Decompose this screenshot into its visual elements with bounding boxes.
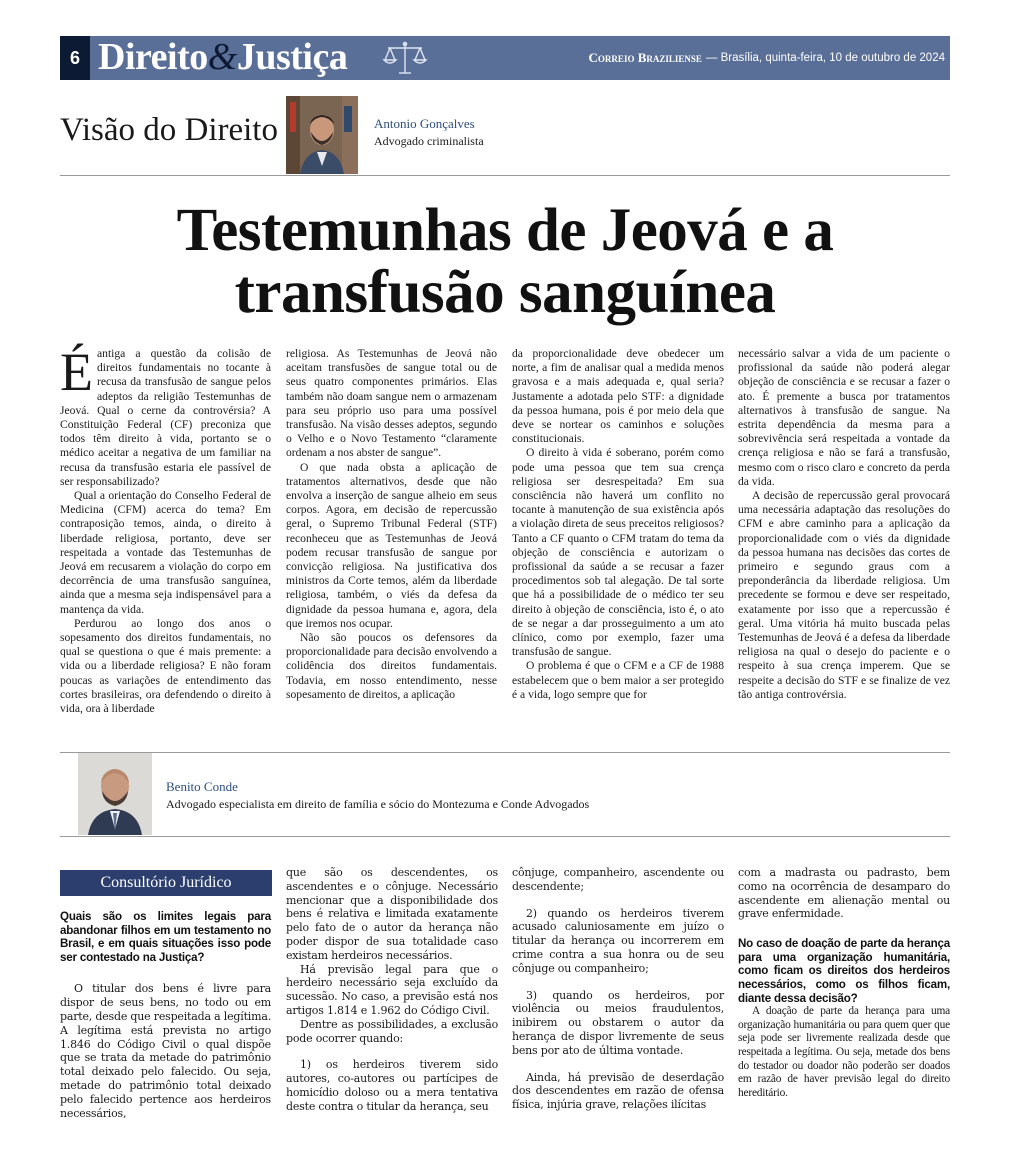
article-column-3: [512, 347, 724, 702]
consultorio-column-2: [286, 866, 498, 1114]
author-name: Antonio Gonçalves: [374, 116, 475, 131]
headline-line-2: transfusão sanguínea: [234, 259, 776, 326]
author-photo: [286, 96, 358, 174]
consultorio-top-divider: [60, 752, 950, 753]
page-number: 6: [60, 36, 90, 80]
article-headline: [60, 197, 950, 326]
article-paragraph: O direito à vida é soberano, porém como pode uma pessoa que tem sua crença religiosa ser desrespeitada? Em sua consciência não haverá um conflito no tocante à manutenção de sua existência após a violação direta de seus preceitos religiosos? Tanto a CF quanto o CFM tratam do tema da objeção de consciência e autorizam o profissional da saúde a se recusar a fazer procedimentos sob tal alegação. De tal sorte que há a possibilidade de o médico ter seu direito à objeção de consciência, isto é, o ato de se negar a dar prosseguimento a um ato clínico, como por exemplo, fazer uma transfusão de sangue.: [512, 446, 724, 659]
consultorio-bottom-divider: [60, 836, 950, 837]
section-title-ampersand: &: [207, 36, 237, 78]
article-column-1: [60, 342, 271, 716]
headline-line-1: Testemunhas de Jeová e a: [176, 197, 834, 264]
article-paragraph: Não são poucos os defensores da proporcionalidade para decisão envolvendo a colidência dos direitos fundamentais. Todavia, em nosso entendimento, nesse sopesamento de direitos, a aplicação: [286, 631, 497, 701]
article-paragraph: A decisão de repercussão geral provocará uma necessária adaptação das resoluções do CFM e abre caminho para a aplicação da proporcionalidade com o viés da dignidade da pessoa humana nas decisões das cortes de primeiro e segundo graus com a preponderância da liberdade religiosa. Um precedente se formou e deve ser respeitado, exatamente por isso que a repercussão é geral. Uma vitória há muito buscada pelas Testemunhas de Jeová é a defesa da liberdade religiosa na qual o desejo do paciente e o respeito à sua crença imperem. Que se respeite a decisão do STF e se finalize de vez tão antiga controvérsia.: [738, 489, 950, 701]
article-paragraph: Éantiga a questão da colisão de direitos fundamentais no tocante à recusa da transfusão de sangue pelos adeptos da religião Testemunhas de Jeová. Qual o cerne da controvérsia? A Constituição Federal (CF) preconiza que todos têm direito à vida, portanto se o médico aceitar a negativa de um familiar na recusa da transfusão estaria ele passível de ser responsabilizado?: [60, 342, 271, 488]
consultorio-column-3: [512, 866, 724, 1112]
consultorio-column-1: [60, 910, 271, 1120]
article-paragraph: Perdurou ao longo dos anos o sopesamento dos direitos fundamentais, no qual se questiona o que é mais premente: a vida ou a liberdade religiosa? E não foram poucas as variações de entendimento das cortes brasileiras, ora defendendo o direito à vida, ora à liberdade: [60, 616, 271, 716]
consultorio-paragraph: O titular dos bens é livre para dispor de seus bens, no todo ou em parte, desde que respeitada a legítima. A legítima está prevista no artigo 1.846 do Código Civil o qual dispõe que se trata da metade do patrimônio total deixado pelo falecido. Ou seja, metade do patrimônio total deixado pelo falecido pertence aos herdeiros necessários,: [60, 982, 271, 1120]
consultorio-question-1: Quais são os limites legais para abandonar filhos em um testamento no Brasil, e em quais situações isso pode ser contestado na Justiça?: [60, 910, 271, 964]
consultorio-column-4: [738, 866, 950, 1100]
section-title: [98, 34, 347, 80]
consultorio-paragraph: que são os descendentes, os ascendentes e o cônjuge. Necessário mencionar que a disponibilidade dos bens é relativa e limitada exatamente pelo fato de o autor da herança não poder dispor de sua totalidade caso existam herdeiros necessários.: [286, 866, 498, 962]
newspaper-name: Correio Braziliense: [588, 50, 702, 65]
consultorio-author-name: Benito Conde: [166, 779, 238, 794]
author-role: Advogado criminalista: [374, 134, 484, 148]
consultorio-paragraph: com a madrasta ou padrasto, bem como na ocorrência de desamparo do ascendente em alienação mental ou grave enfermidade.: [738, 866, 950, 921]
consultorio-title: Consultório Jurídico: [60, 870, 272, 896]
drop-cap: É: [60, 342, 93, 402]
article-paragraph: religiosa. As Testemunhas de Jeová não aceitam transfusões de sangue total ou de seus quatro componentes primários. Elas também não doam sangue nem o armazenam para seu próprio uso para uma possível transfusão. Na visão desses adeptos, segundo o Velho e o Novo Testamento “claramente ordenam a nos abster de sangue”.: [286, 347, 497, 460]
consultorio-author-photo: [78, 753, 152, 835]
article-paragraph: Qual a orientação do Conselho Federal de Medicina (CFM) acerca do tema? Em contraposição temos, ainda, o direito à liberdade religiosa, portanto, deve ser respeitada a vontade das Testemunhas de Jeová em recusarem a violação do corpo em decorrência de uma transfusão sanguínea, ainda que a mesma seja indispensável para a mantença da vida.: [60, 489, 271, 616]
article-column-2: [286, 347, 497, 702]
consultorio-author-portrait-icon: [78, 753, 152, 835]
article-paragraph: da proporcionalidade deve obedecer um norte, a fim de analisar qual a medida menos gravosa e a mais adequada e, qual seria? Justamente a adotada pelo STF: a dignidade da pessoa humana, pois é por meio dela que deve se nortear os caminhos e soluções constitucionais.: [512, 347, 724, 446]
section-title-part1: Direito: [98, 36, 208, 78]
author-portrait-icon: [286, 96, 358, 174]
article-paragraph: O que nada obsta a aplicação de tratamentos alternativos, desde que não envolva a inserção de sangue alheio em seus corpos. Agora, em decisão de repercussão geral, o Supremo Tribunal Federal (STF) reconheceu que as Testemunhas de Jeová podem recusar transfusão de sangue por convicção religiosa. Na justificativa dos ministros da Corte temos, além da liberdade religiosa, também, o viés da defesa da dignidade da pessoa humana e, agora, dela que iremos nos ocupar.: [286, 460, 497, 630]
consultorio-paragraph: cônjuge, companheiro, ascendente ou descendente;: [512, 866, 724, 893]
consultorio-paragraph: Há previsão legal para que o herdeiro necessário seja excluído da sucessão. No caso, a previsão está nos artigos 1.814 e 1.962 do Código Civil.: [286, 962, 498, 1017]
consultorio-paragraph: A doação de parte da herança para uma organização humanitária ou para quem quer que seja pode ser livremente realizada desde que respeitada a legítima. Ou seja, metade dos bens do testador ou doador não poderão ser doados em razão de haver previsão legal do direito hereditário.: [738, 1005, 950, 1099]
consultorio-author-role: Advogado especialista em direito de família e sócio do Montezuma e Conde Advogados: [166, 797, 590, 811]
consultorio-paragraph: Ainda, há previsão de deserdação dos descendentes em razão de ofensa física, injúria grave, relações ilícitas: [512, 1070, 724, 1112]
article-paragraph: necessário salvar a vida de um paciente o profissional da saúde não poderá alegar objeção de consciência e se recusar a fazer o ato. É premente a busca por tratamentos alternativos à transfusão de sangue. Na estrita dependência da mesma para a sobrevivência será respeitada a vontade da crença religiosa e não se fará a transfusão, mesmo com o risco claro e concreto da perda da vida.: [738, 347, 950, 488]
consultorio-paragraph: 1) os herdeiros tiverem sido autores, co-autores ou partícipes de homicídio doloso ou a mera tentativa deste contra o titular da herança, seu: [286, 1058, 498, 1113]
consultorio-question-2: No caso de doação de parte da herança para uma organização humanitária, como ficam os direitos dos herdeiros necessários, como os filhos ficam, diante dessa decisão?: [738, 937, 950, 1005]
article-column-4: [738, 347, 950, 702]
consultorio-paragraph: Dentre as possibilidades, a exclusão pode ocorrer quando:: [286, 1017, 498, 1045]
dateline: — Brasília, quinta-feira, 10 de outubro de 2024: [705, 52, 945, 64]
masthead-info: [580, 36, 945, 80]
scales-of-justice-icon: [382, 40, 428, 76]
consultorio-paragraph: 3) quando os herdeiros, por violência ou meios fraudulentos, inibirem ou obstarem o autor da herança de dispor livremente de seus bens por ato de última vontade.: [512, 988, 724, 1057]
column-divider: [60, 175, 950, 176]
section-title-part2: Justiça: [236, 36, 348, 78]
column-title: Visão do Direito: [60, 112, 278, 148]
article-paragraph: O problema é que o CFM e a CF de 1988 estabelecem que o bem maior a ser protegido é a vida, logo sempre que for: [512, 659, 724, 701]
consultorio-paragraph: 2) quando os herdeiros tiverem acusado caluniosamente em juízo o titular da herança ou incorrerem em crime contra a sua honra ou de seu cônjuge ou companheiro;: [512, 906, 724, 975]
